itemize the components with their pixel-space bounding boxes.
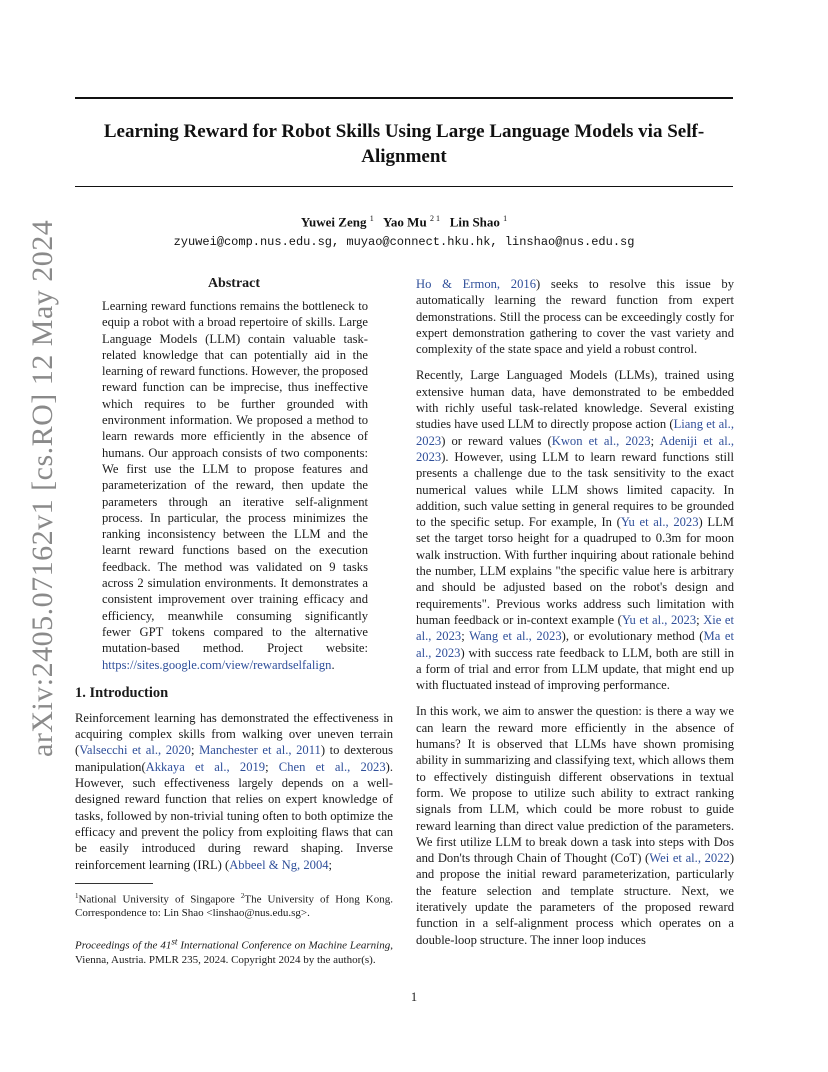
citation-link[interactable]: Valsecchi et al., 2020 (79, 743, 191, 758)
citation-link[interactable]: Adeniji et al., 2023 (416, 433, 735, 464)
author-name: Yao Mu (382, 214, 427, 230)
citation-link[interactable]: Chen et al., 2023 (278, 759, 386, 774)
paragraph-text: ) LLM set the target torso height for a quadruped to 0.3m for moon walk instruction. With further inquiring about rationale behind the number, LLM explains "the specific value here is arbitrary and should be adjusted based on the robot's design and requirements". Previous works address such limitation with human feedback or in-context example ( (416, 515, 734, 627)
affiliation-footnote (75, 889, 393, 921)
citation-link[interactable]: Ho & Ermon, 2016 (416, 277, 536, 291)
intro-paragraph-llm (416, 367, 734, 693)
footnote-mark: 1 (75, 891, 79, 900)
citation-link[interactable]: Ma et al., 2023 (416, 629, 734, 660)
paragraph-text: ; (461, 629, 470, 644)
citation-link[interactable]: Liang et al., 2023 (416, 417, 734, 448)
intro-paragraph-this-work (416, 703, 734, 947)
affiliation-mark: 1 (369, 214, 374, 223)
paragraph-text: ). However, using LLM to learn reward functions still presents a challenge due to the task sensitivity to the exact numerical values while LLM shows limited capacity. In addition, such value setting in general requires to be grounded to the specific setup. For example, In ( (416, 449, 734, 530)
left-column (75, 276, 393, 967)
paragraph-text: ) seeks to resolve this issue by automatically learning the reward function from expert demonstrations. Still the process can be exceedingly costly for expert demonstration gathering to cover the vast variety and complexity of the state space and yield a robust control. (416, 277, 734, 357)
abstract-body (102, 298, 368, 673)
affiliation-mark: 2 1 (429, 214, 440, 223)
right-column (416, 276, 734, 958)
citation-link[interactable]: Xie et al., 2023 (416, 612, 735, 644)
citation-link[interactable]: Kwon et al., 2023 (551, 433, 651, 448)
citation-link[interactable]: Yu et al., 2023 (620, 515, 699, 530)
paper-title: Learning Reward for Robot Skills Using Large Language Models via Self-Alignment (103, 121, 705, 167)
author-list (75, 214, 733, 230)
intro-paragraph-1 (75, 710, 393, 873)
paragraph-text: Reinforcement learning has demonstrated the effectiveness in acquiring complex skills from walking over uneven terrain ( (75, 710, 393, 758)
conference-number-suffix: st (171, 936, 178, 947)
affiliation-mark: 1 (503, 214, 508, 223)
abstract-heading: Abstract (207, 276, 261, 291)
paragraph-text: ), or evolutionary method ( (561, 629, 704, 644)
paragraph-text: ; (328, 857, 333, 872)
citation-link[interactable]: Manchester et al., 2011 (199, 743, 321, 758)
affiliation-1: National University of Singapore (78, 893, 241, 906)
section-heading-introduction: 1. Introduction (75, 684, 169, 701)
paragraph-text: ; (190, 743, 200, 758)
page-number: 1 (410, 990, 418, 1004)
conference-number: 41 (160, 940, 172, 953)
footnote-rule (75, 883, 153, 884)
conference-name: International Conference on Machine Learning (177, 940, 391, 953)
footnote-mark: 2 (240, 891, 245, 900)
proceedings-italic: Proceedings of the (75, 940, 161, 953)
author-name: Lin Shao (449, 214, 500, 230)
title-bottom-rule (75, 186, 733, 187)
author-emails: zyuwei@comp.nus.edu.sg, muyao@connect.hku.hk, linshao@nus.edu.sg (173, 235, 635, 249)
intro-paragraph-continued (416, 276, 734, 357)
title-top-rule (75, 97, 733, 99)
citation-link[interactable]: Abbeel & Ng, 2004 (229, 857, 329, 872)
abstract-end: . (331, 657, 335, 672)
proceedings-details: , Vienna, Austria. PMLR 235, 2024. Copyright 2024 by the author(s). (75, 940, 393, 967)
paragraph-text: ). However, such effectiveness largely depends on a well-designed reward function that relies on expert knowledge of tasks, followed by non-trivial tuning often to both optimize the efficacy and prevent the policy from exploiting flaws that can be easily introduced during reward shaping. Inverse reinforcement learning (IRL) ( (75, 759, 393, 872)
citation-link[interactable]: Akkaya et al., 2019 (145, 759, 266, 774)
paragraph-text: ) to dexterous manipulation( (75, 743, 393, 774)
paragraph-text: In this work, we aim to answer the question: is there a way we can learn the reward more efficiently in the absence of humans? It is observed that LLMs have shown promising ability in summarizing and classifying text, which allows them to effectively distinguish different observations in textual form. We propose to utilize such ability to extract ranking signals from LLM, which could be more robust to guide reward learning than direct value prediction of the parameters. We first utilize LLM to break down a task into steps with Dos and Don'ts through Chain of Thought (CoT) ( (416, 704, 734, 866)
citation-link[interactable]: Wei et al., 2022 (649, 851, 730, 866)
paragraph-text: ) and propose the initial reward parameterization, particularly the feature selection and template structure. Next, we iteratively update the parameters of the proposed reward function in a self-alignment process which operates on a double-loop structure. The inner loop induces (416, 851, 735, 947)
project-website-link[interactable]: https://sites.google.com/view/rewardselfalign (102, 657, 332, 672)
proceedings-note (75, 934, 393, 967)
arxiv-stamp: arXiv:2405.07162v1 [cs.RO] 12 May 2024 (26, 219, 59, 757)
citation-link[interactable]: Wang et al., 2023 (469, 629, 562, 644)
citation-link[interactable]: Yu et al., 2023 (621, 612, 697, 627)
paragraph-text: ; (265, 759, 279, 774)
paragraph-text: ) with success rate feedback to LLM, both are still in a form of trial and error from LLM update, that might end up with fluctuated instead of improving performance. (416, 645, 734, 693)
paragraph-text: Recently, Large Languaged Models (LLMs), trained using extensive human data, have demonstrated to be embedded with richly useful task-related knowledge. Several existing studies have used LLM to directly propose action ( (416, 368, 734, 432)
author-name: Yuwei Zeng (300, 214, 367, 230)
affiliation-2: The University of Hong Kong. Correspondence to: Lin Shao <linshao@nus.edu.sg>. (75, 893, 393, 920)
paragraph-text: ; (650, 433, 660, 448)
abstract-text: Learning reward functions remains the bottleneck to equip a robot with a broad repertoire of skills. Large Language Models (LLM) contain valuable task-related knowledge that can potentially aid in the learning of reward functions. However, the proposed reward function can be imprecise, thus ineffective which requires to be further grounded with environment information. We proposed a method to learn rewards more efficiently in the absence of humans. Our approach consists of two components: We first use the LLM to propose features and parameterization of the reward, then update the parameters through an iterative self-alignment process. In particular, the process minimizes the ranking inconsistency between the LLM and the learnt reward functions based on the execution feedback. The method was validated on 9 tasks across 2 simulation environments. It demonstrates a consistent improvement over training efficacy and efficiency, meanwhile consuming significantly fewer GPT tokens compared to the alternative mutation-based method. Project website: (102, 299, 368, 656)
paragraph-text: ) or reward values ( (441, 433, 552, 448)
paragraph-text: ; (696, 612, 704, 627)
